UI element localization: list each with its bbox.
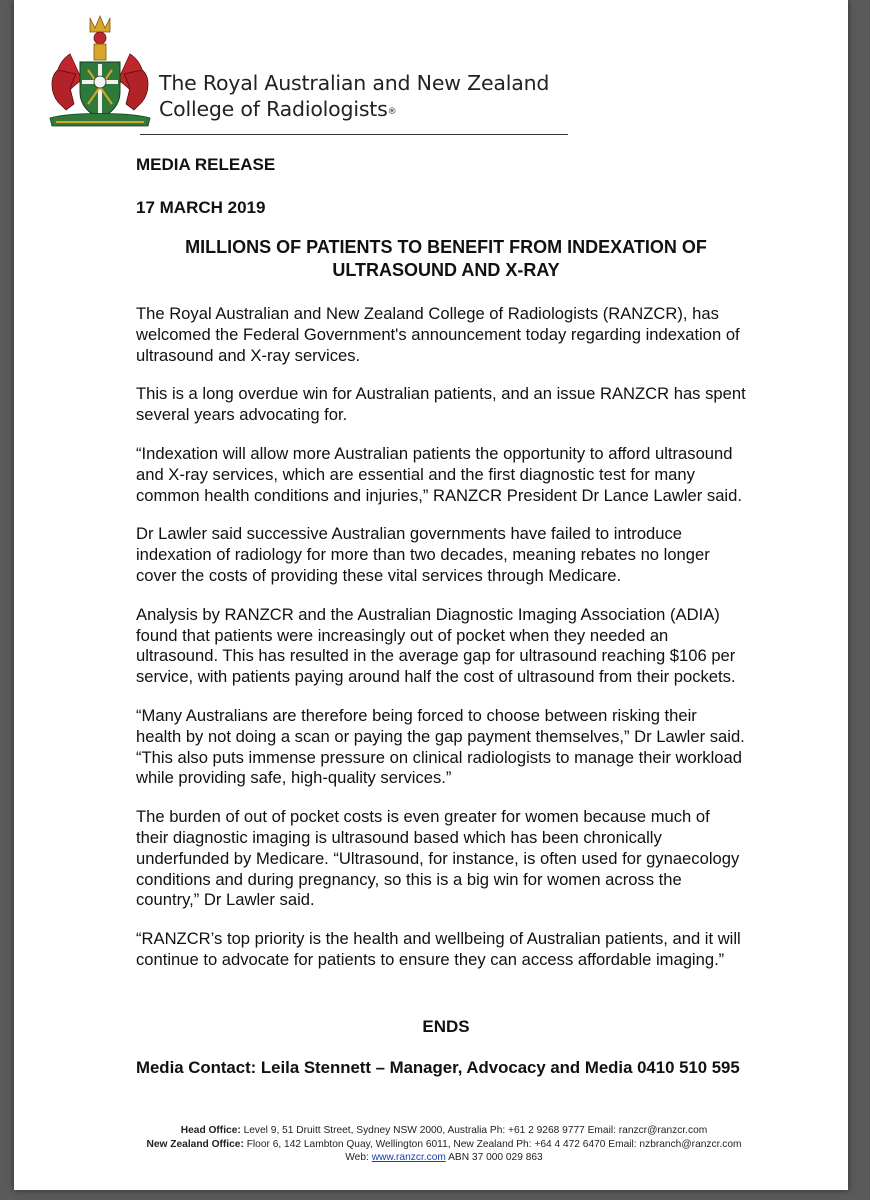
college-name-line-2-text: College of Radiologists [159,97,388,121]
college-crest-logo [40,14,160,132]
body-paragraph: This is a long overdue win for Australian patients, and an issue RANZCR has spent several years advocating for. [136,384,746,425]
footer [94,1124,794,1165]
head-office-label: Head Office: [180,1125,241,1136]
release-body [136,304,746,989]
head-office-text: Level 9, 51 Druitt Street, Sydney NSW 2000, Australia Ph: +61 2 9268 9777 Email: ranzcr@ranzcr.com [240,1125,708,1136]
nz-office-text: Floor 6, 142 Lambton Quay, Wellington 6011, New Zealand Ph: +64 4 472 6470 Email: nzbranch@ranzcr.com [243,1138,742,1150]
college-name-line-2 [159,96,549,122]
body-paragraph: “RANZCR’s top priority is the health and wellbeing of Australian patients, and it will continue to advocate for patients to ensure they can access affordable imaging.” [136,929,741,969]
body-paragraph: “Many Australians are therefore being forced to choose between risking their health by not doing a scan or paying the gap payment themselves,” Dr Lawler said. “This also puts immense pressure on clinical radiologists to manage their workload while providing safe, high-quality services.” [136,705,745,788]
website-link[interactable]: www.ranzcr.com [371,1152,446,1163]
college-name-line-1: The Royal Australian and New Zealand [159,71,550,95]
footer-web [94,1151,794,1165]
media-release-label: MEDIA RELEASE [136,155,276,174]
nz-office-label: New Zealand Office: [146,1138,244,1150]
ends-marker: ENDS [422,1017,470,1036]
media-contact: Media Contact: Leila Stennett – Manager, Advocacy and Media 0410 510 595 [136,1058,740,1077]
registered-mark: ® [387,107,397,117]
abn-text: ABN 37 000 029 863 [445,1152,543,1163]
body-paragraph: The Royal Australian and New Zealand College of Radiologists (RANZCR), has welcomed the Federal Government's announcement today regarding indexation of ultrasound and X-ray services. [136,304,740,365]
footer-nz-office [94,1138,794,1152]
body-paragraph: Analysis by RANZCR and the Australian Diagnostic Imaging Association (ADIA) found that patients were increasingly out of pocket when they needed an ultrasound. This has resulted in the average gap for ultrasound reaching $106 per service, with patients paying around half the cost of ultrasound from their pockets. [136,604,736,687]
header-divider [140,134,568,135]
web-label: Web: [345,1152,372,1163]
release-date: 17 MARCH 2019 [136,198,266,217]
body-paragraph: “Indexation will allow more Australian patients the opportunity to afford ultrasound and X-ray services, which are essential and the first diagnostic test for many common health conditions and injuries,” RANZCR President Dr Lance Lawler said. [136,443,742,505]
body-paragraph: The burden of out of pocket costs is even greater for women because much of their diagnostic imaging is ultrasound based which has been chronically underfunded by Medicare. “Ultrasound, for instance, is often used for gynaecology conditions and during pregnancy, so this is a big win for women across the country,” Dr Lawler said. [136,807,740,910]
media-release-page [14,0,848,1190]
college-name [159,70,549,122]
body-paragraph: Dr Lawler said successive Australian governments have failed to introduce indexation of radiology for more than two decades, meaning rebates no longer cover the costs of providing these vital services through Medicare. [136,524,710,585]
footer-head-office [94,1124,794,1138]
headline: MILLIONS OF PATIENTS TO BENEFIT FROM INDEXATION OF ULTRASOUND AND X-RAY [185,237,707,280]
